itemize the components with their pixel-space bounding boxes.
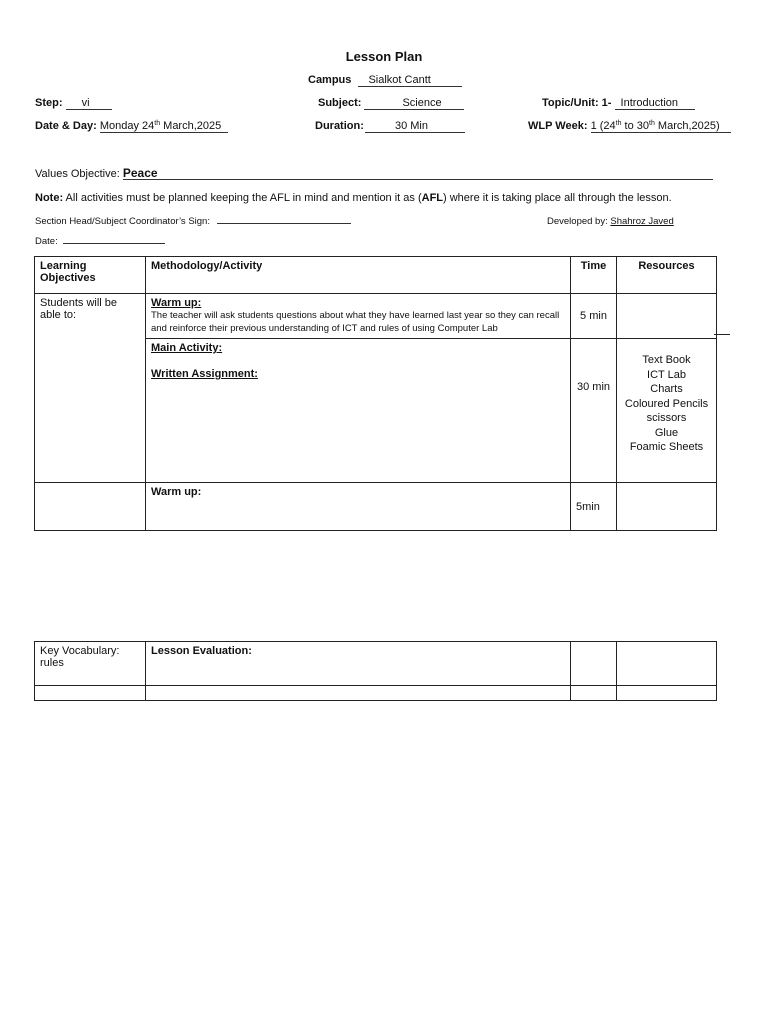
page-title: Lesson Plan	[345, 49, 423, 64]
topic-label: Topic/Unit: 1-	[542, 97, 612, 109]
wlp-week-field	[528, 120, 731, 133]
warmup2-time: 5min	[571, 483, 617, 531]
header-methodology: Methodology/Activity	[146, 257, 571, 294]
campus-value: Sialkot Cantt	[358, 74, 462, 87]
note-text: All activities must be planned keeping the AFL in mind and mention it as (	[63, 192, 422, 204]
signature-line	[217, 223, 351, 224]
warmup-cell	[146, 294, 571, 339]
warmup2-resources	[617, 483, 717, 531]
table-header-row	[35, 257, 717, 294]
date-label: Date:	[35, 236, 58, 247]
lesson-table	[34, 256, 717, 531]
step-field	[35, 97, 112, 110]
key-vocab-label: Key Vocabulary:	[40, 645, 120, 657]
resource-item: Foamic Sheets	[629, 441, 704, 453]
stray-line	[714, 334, 730, 335]
date-field	[35, 236, 165, 247]
wlp-week-label: WLP Week:	[528, 120, 588, 132]
note-label: Note:	[35, 192, 64, 204]
header-time: Time	[571, 257, 617, 294]
section-head-sign-field	[35, 216, 351, 227]
warmup-time: 5 min	[571, 294, 617, 339]
values-objective-field	[35, 167, 713, 180]
wlp-week-part: March,2025)	[654, 120, 720, 132]
duration-label: Duration:	[315, 120, 364, 132]
warmup-resources	[617, 294, 717, 339]
step-value: vi	[66, 97, 112, 110]
resource-item: Charts	[650, 383, 683, 395]
topic-field	[542, 97, 695, 110]
evaluation-table	[34, 641, 717, 701]
campus-label: Campus	[308, 74, 352, 86]
objectives-cell: Students will be able to:	[35, 294, 146, 483]
key-vocab-cell	[35, 642, 146, 686]
warmup-text: The teacher will ask students questions about what they have learned last year so they can recall and reinforce their previous understanding of ICT and rules of using Computer Lab	[151, 310, 560, 334]
empty-cell	[617, 642, 717, 686]
lesson-evaluation-label: Lesson Evaluation:	[146, 642, 571, 686]
wlp-week-sup: th	[649, 120, 655, 127]
header-objectives: Learning Objectives	[35, 257, 146, 294]
topic-value: Introduction	[615, 97, 695, 110]
values-objective-value: Peace	[123, 167, 713, 180]
date-day-field	[35, 120, 228, 133]
date-day-label: Date & Day:	[35, 120, 97, 132]
date-day-part: March,2025	[160, 120, 222, 132]
empty-cell	[571, 686, 617, 701]
developed-by-label: Developed by:	[547, 216, 608, 227]
key-vocab-value: rules	[40, 657, 64, 669]
resource-item: Glue	[654, 426, 679, 439]
date-day-value	[100, 120, 228, 133]
developed-by-field	[547, 216, 674, 227]
warmup-label: Warm up:	[151, 297, 202, 309]
warmup2-row	[35, 483, 717, 531]
main-time: 30 min	[571, 339, 617, 483]
duration-value: 30 Min	[365, 120, 465, 133]
developed-by-value: Shahroz Javed	[610, 216, 674, 227]
note-afl: AFL	[421, 192, 444, 204]
empty-cell	[35, 686, 146, 701]
note-text: ) where it is taking place all through the lesson.	[443, 192, 672, 204]
subject-label: Subject:	[318, 97, 362, 109]
warmup-row	[35, 294, 717, 339]
campus-field	[308, 74, 462, 87]
step-label: Step:	[35, 97, 63, 109]
empty-cell	[571, 642, 617, 686]
resource-item: scissors	[646, 412, 687, 424]
duration-field	[315, 120, 465, 133]
resources-cell	[617, 339, 717, 483]
empty-row	[35, 686, 717, 701]
main-activity-cell	[146, 339, 571, 483]
date-line	[63, 243, 165, 244]
evaluation-row	[35, 642, 717, 686]
wlp-week-sup: th	[615, 120, 622, 127]
resource-item: ICT Lab	[647, 368, 686, 381]
header-resources: Resources	[617, 257, 717, 294]
subject-value: Science	[364, 97, 464, 110]
resource-item: Coloured Pencils	[624, 397, 709, 410]
empty-cell	[617, 686, 717, 701]
subject-field	[318, 97, 464, 110]
values-objective-label: Values Objective:	[35, 168, 120, 180]
spacer	[151, 354, 565, 368]
date-day-part: Monday 24	[99, 120, 155, 132]
warmup2-label: Warm up:	[146, 483, 571, 531]
resource-item: Text Book	[642, 354, 691, 366]
wlp-week-part: 1 (24	[590, 120, 616, 132]
date-day-sup: th	[154, 120, 161, 127]
note-line	[35, 192, 672, 204]
wlp-week-part: to 30	[621, 120, 650, 132]
wlp-week-value	[591, 120, 731, 133]
objectives-cell-empty	[35, 483, 146, 531]
main-activity-label: Main Activity:	[151, 342, 223, 354]
written-assignment-label: Written Assignment:	[151, 368, 258, 380]
section-head-sign-label: Section Head/Subject Coordinator’s Sign:	[35, 216, 210, 227]
empty-cell	[146, 686, 571, 701]
